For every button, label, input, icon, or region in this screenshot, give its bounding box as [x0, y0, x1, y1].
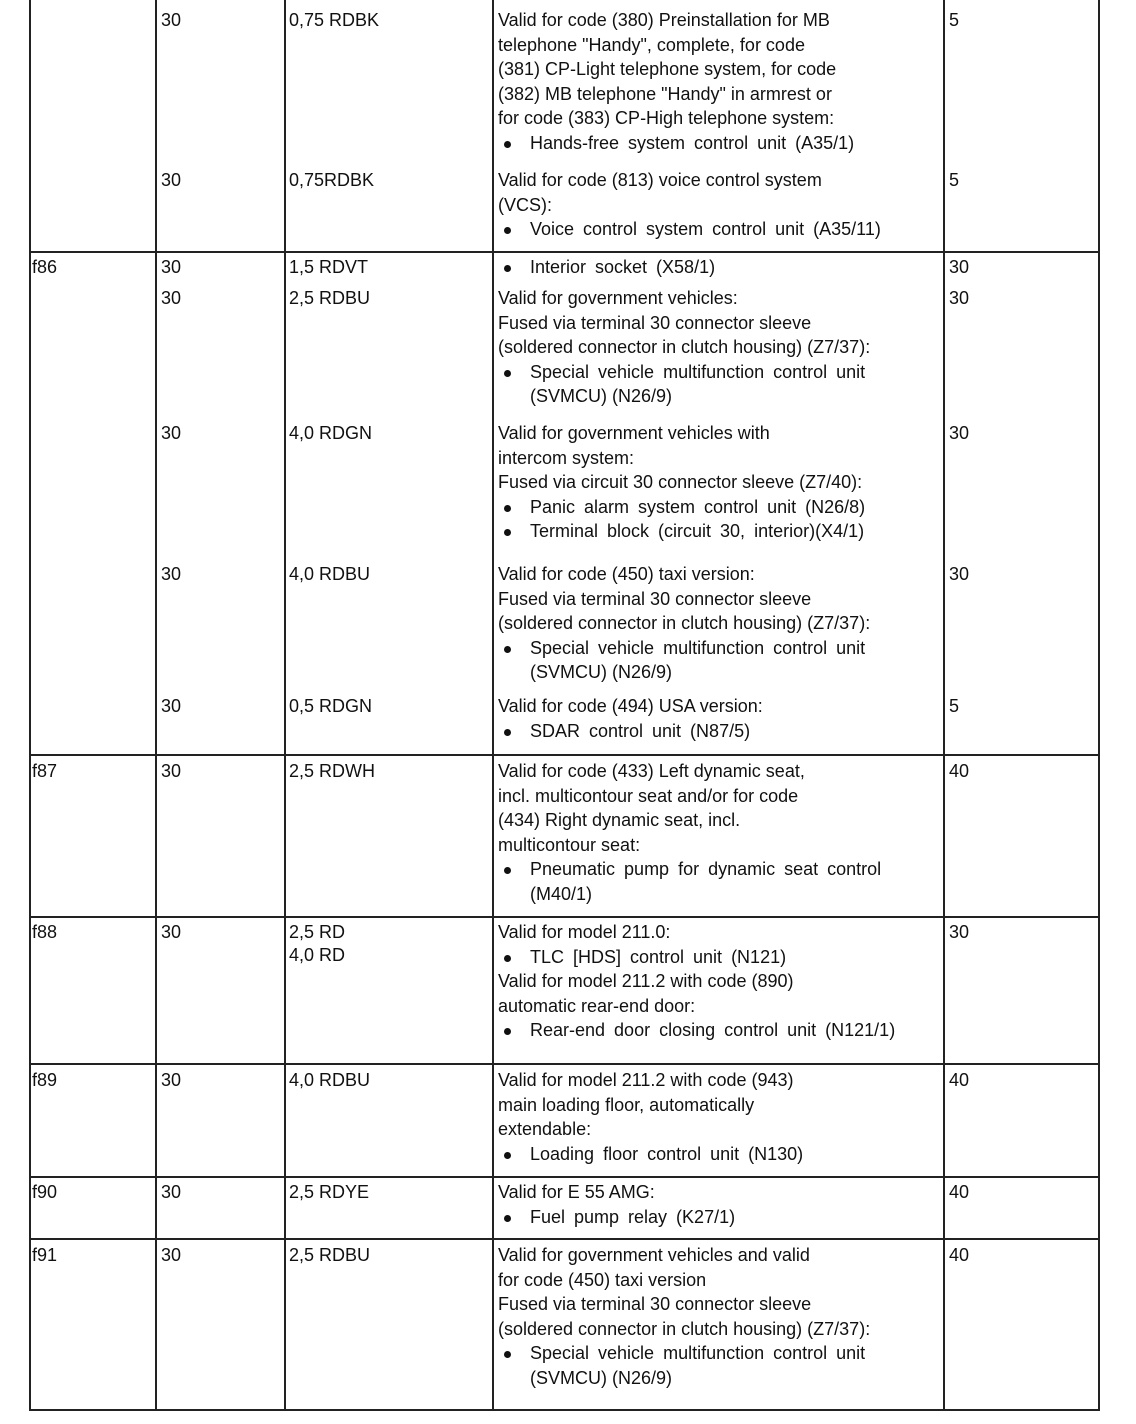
description-line: (434) Right dynamic seat, incl.: [498, 810, 741, 830]
terminal-cell: 30: [161, 564, 182, 584]
wire-cell: 2,5 RDBU: [289, 288, 371, 308]
row-rule: [29, 1176, 1100, 1178]
bullet-item: Terminal block (circuit 30, interior)(X4/1): [498, 519, 865, 544]
amperage-cell: 40: [949, 761, 970, 781]
description-cell: [498, 168, 881, 242]
wire-cell: 4,0 RDBU: [289, 1070, 371, 1090]
description-line: (382) MB telephone "Handy" in armrest or: [498, 83, 832, 104]
description-cell: [498, 759, 881, 906]
row-rule: [29, 916, 1100, 918]
description-cell: [498, 286, 870, 409]
wire-cell: 4,0 RDGN: [289, 423, 373, 443]
wire-cell: 4,0 RDBU: [289, 564, 371, 584]
fuse-cell: f88: [32, 922, 58, 942]
description-line: incl. multicontour seat and/or for code: [498, 785, 799, 806]
description-line: Valid for model 211.0:: [498, 922, 671, 942]
description-line: Valid for code (813) voice control system: [498, 170, 822, 190]
terminal-cell: 30: [161, 922, 182, 942]
description-line: Valid for government vehicles:: [498, 288, 738, 308]
row-rule: [29, 1063, 1100, 1065]
description-line: Valid for model 211.2 with code (890): [498, 971, 794, 991]
description-line: main loading floor, automatically: [498, 1094, 755, 1115]
description-line: Valid for code (494) USA version:: [498, 696, 763, 716]
description-line: extendable:: [498, 1119, 592, 1139]
fuse-cell: f89: [32, 1070, 58, 1090]
wire-cell: 0,5 RDGN: [289, 696, 373, 716]
description-line: Valid for code (450) taxi version:: [498, 564, 755, 584]
fuse-cell: f91: [32, 1245, 58, 1265]
description-line: (soldered connector in clutch housing) (Z7/37):: [498, 613, 871, 633]
bullet-item: TLC [HDS] control unit (N121): [498, 945, 895, 970]
row-rule: [29, 251, 1100, 253]
wire-cell: 2,5 RD: [289, 922, 346, 942]
row-rule: [29, 1409, 1100, 1411]
description-line: (VCS):: [498, 194, 552, 215]
amperage-cell: 5: [949, 170, 960, 190]
bullet-item: Interior socket (X58/1): [498, 255, 715, 280]
terminal-cell: 30: [161, 761, 182, 781]
description-line: telephone "Handy", complete, for code: [498, 34, 805, 55]
row-rule: [29, 754, 1100, 756]
description-line: (soldered connector in clutch housing) (Z7/37):: [498, 337, 871, 357]
wire-cell: 1,5 RDVT: [289, 257, 369, 277]
bullet-item: Special vehicle multifunction control unit: [498, 636, 870, 661]
terminal-cell: 30: [161, 1245, 182, 1265]
amperage-cell: 40: [949, 1070, 970, 1090]
fuse-cell: f86: [32, 257, 58, 277]
fuse-cell: f87: [32, 761, 58, 781]
description-line: (SVMCU) (N26/9): [530, 386, 673, 406]
description-line: automatic rear-end door:: [498, 995, 696, 1016]
bullet-item: Fuel pump relay (K27/1): [498, 1205, 735, 1230]
amperage-cell: 30: [949, 423, 970, 443]
column-rule: [155, 0, 157, 1410]
description-line: Valid for government vehicles with: [498, 423, 770, 443]
wire-cell: 2,5 RDBU: [289, 1245, 371, 1265]
column-rule: [492, 0, 494, 1410]
wire-cell: 0,75 RDBK: [289, 10, 380, 30]
description-line: for code (383) CP-High telephone system:: [498, 108, 835, 128]
bullet-item: Voice control system control unit (A35/11): [498, 217, 881, 242]
description-line: (M40/1): [530, 883, 593, 904]
description-line: Fused via terminal 30 connector sleeve: [498, 1294, 812, 1314]
description-line: Fused via circuit 30 connector sleeve (Z7/40):: [498, 472, 863, 492]
bullet-item: Pneumatic pump for dynamic seat control: [498, 857, 881, 882]
column-rule: [29, 0, 31, 1410]
amperage-cell: 40: [949, 1182, 970, 1202]
bullet-item: Rear-end door closing control unit (N121/1): [498, 1018, 895, 1043]
description-line: (SVMCU) (N26/9): [530, 1367, 673, 1388]
wire-cell: 2,5 RDWH: [289, 761, 376, 781]
description-line: Fused via terminal 30 connector sleeve: [498, 312, 812, 333]
terminal-cell: 30: [161, 696, 182, 716]
terminal-cell: 30: [161, 288, 182, 308]
bullet-item: Special vehicle multifunction control unit: [498, 360, 870, 385]
terminal-cell: 30: [161, 257, 182, 277]
terminal-cell: 30: [161, 1070, 182, 1090]
wire-cell: 2,5 RDYE: [289, 1182, 370, 1202]
bullet-item: Loading floor control unit (N130): [498, 1142, 803, 1167]
bullet-item: SDAR control unit (N87/5): [498, 719, 763, 744]
description-cell: [498, 694, 763, 743]
terminal-cell: 30: [161, 423, 182, 443]
description-cell: [498, 8, 854, 155]
description-line: (soldered connector in clutch housing) (Z7/37):: [498, 1318, 871, 1339]
description-line: Fused via terminal 30 connector sleeve: [498, 588, 812, 609]
bullet-item: Panic alarm system control unit (N26/8): [498, 495, 865, 520]
column-rule: [284, 0, 286, 1410]
amperage-cell: 30: [949, 288, 970, 308]
terminal-cell: 30: [161, 10, 182, 30]
amperage-cell: 30: [949, 257, 970, 277]
description-line: intercom system:: [498, 447, 635, 468]
amperage-cell: 40: [949, 1245, 970, 1265]
amperage-cell: 30: [949, 922, 970, 942]
wire-cell-secondary: 4,0 RD: [289, 945, 346, 965]
wire-cell: 0,75RDBK: [289, 170, 375, 190]
description-line: Valid for government vehicles and valid: [498, 1245, 810, 1265]
description-cell: [498, 1068, 803, 1166]
description-line: (SVMCU) (N26/9): [530, 662, 673, 682]
description-line: for code (450) taxi version: [498, 1269, 707, 1290]
amperage-cell: 5: [949, 696, 960, 716]
fuse-cell: f90: [32, 1182, 58, 1202]
description-line: Valid for E 55 AMG:: [498, 1182, 655, 1202]
description-line: (381) CP-Light telephone system, for code: [498, 59, 837, 79]
bullet-item: Hands-free system control unit (A35/1): [498, 131, 854, 156]
amperage-cell: 5: [949, 10, 960, 30]
column-rule: [943, 0, 945, 1410]
description-cell: [498, 562, 870, 685]
terminal-cell: 30: [161, 1182, 182, 1202]
description-cell: [498, 1180, 735, 1229]
description-line: multicontour seat:: [498, 834, 641, 855]
bullet-item: Special vehicle multifunction control unit: [498, 1341, 870, 1366]
terminal-cell: 30: [161, 170, 182, 190]
amperage-cell: 30: [949, 564, 970, 584]
row-rule: [29, 1238, 1100, 1240]
description-cell: [498, 1243, 870, 1390]
description-cell: [498, 255, 715, 280]
description-line: Valid for code (433) Left dynamic seat,: [498, 761, 805, 781]
description-cell: [498, 920, 895, 1043]
description-line: Valid for code (380) Preinstallation for MB: [498, 10, 830, 30]
description-cell: [498, 421, 865, 544]
description-line: Valid for model 211.2 with code (943): [498, 1070, 794, 1090]
column-rule: [1098, 0, 1100, 1410]
